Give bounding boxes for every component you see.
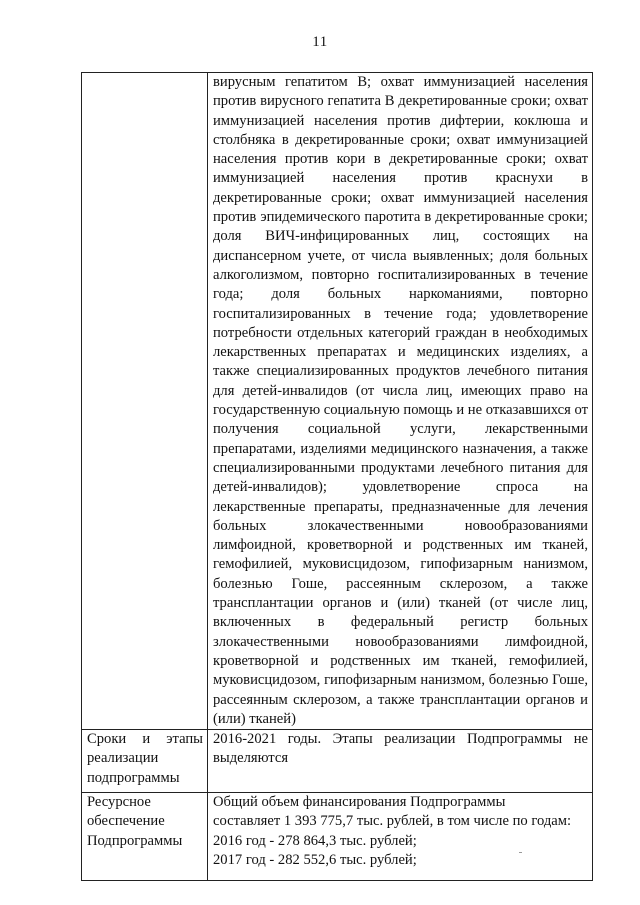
subprogram-passport-table [81,72,593,881]
terms-stages-text: 2016-2021 годы. Этапы реализации Подпрограммы не выделяются [208,730,593,793]
table-row [82,793,593,881]
row-label-terms-stages: Сроки и этапы реализации подпрограммы [82,730,208,793]
table-row [82,73,593,730]
resource-provision-text [208,793,593,881]
funding-line: 2017 год - 282 552,6 тыс. рублей; [213,851,417,868]
target-indicators-text: вирусным гепатитом В; охват иммунизацией населения против вирусного гепатита В декретированные сроки; охват иммунизацией населения против дифтерии, коклюша и столбняка в декретированные сроки; охват иммунизацией населения против кори в декретированные сроки; охват иммунизацией населения против краснухи в декретированные сроки; охват иммунизацией населения против эпидемического паротита в декретированные сроки; доля ВИЧ-инфицированных лиц, состоящих на диспансерном учете, от числа выявленных; доля больных алкоголизмом, повторно госпитализированных в течение года; доля больных наркоманиями, повторно госпитализированных в течение года; удовлетворение потребности отдельных категорий граждан в необходимых лекарственных препаратах и медицинских изделиях, а также специализированных продуктов лечебного питания для детей-инвалидов (от числа лиц, имеющих право на государственную социальную помощь и не отказавшихся от получения социальной услуги, лекарственными препаратами, изделиями медицинского назначения, а также специализированными продуктами лечебного питания для детей-инвалидов); удовлетворение спроса на лекарственные препараты, предназначенные для лечения больных злокачественными новообразованиями лимфоидной, кроветворной и родственных им тканей, гемофилией, муковисцидозом, гипофизарным нанизмом, болезнью Гоше, рассеянным склерозом, а также трансплантации органов и (или) тканей (от числе лиц, включенных в федеральный регистр больных злокачественными новообразованиями лимфоидной, кроветворной и родственных им тканей, гемофилией, муковисцидозом, гипофизарным нанизмом, болезнью Гоше, рассеянным склерозом, а также трансплантации органов и (или) тканей) [208,73,593,730]
scan-mark [519,852,522,853]
funding-line: составляет 1 393 775,7 тыс. рублей, в том числе по годам: [213,813,572,830]
row-label-resource-provision: Ресурсное обеспечение Подпрограммы [82,793,208,881]
page-number: 11 [312,34,328,50]
row-label-cell [82,73,208,730]
funding-line: Общий объем финансирования Подпрограммы [213,794,506,811]
funding-line: 2016 год - 278 864,3 тыс. рублей; [213,832,417,849]
table-row [82,730,593,793]
